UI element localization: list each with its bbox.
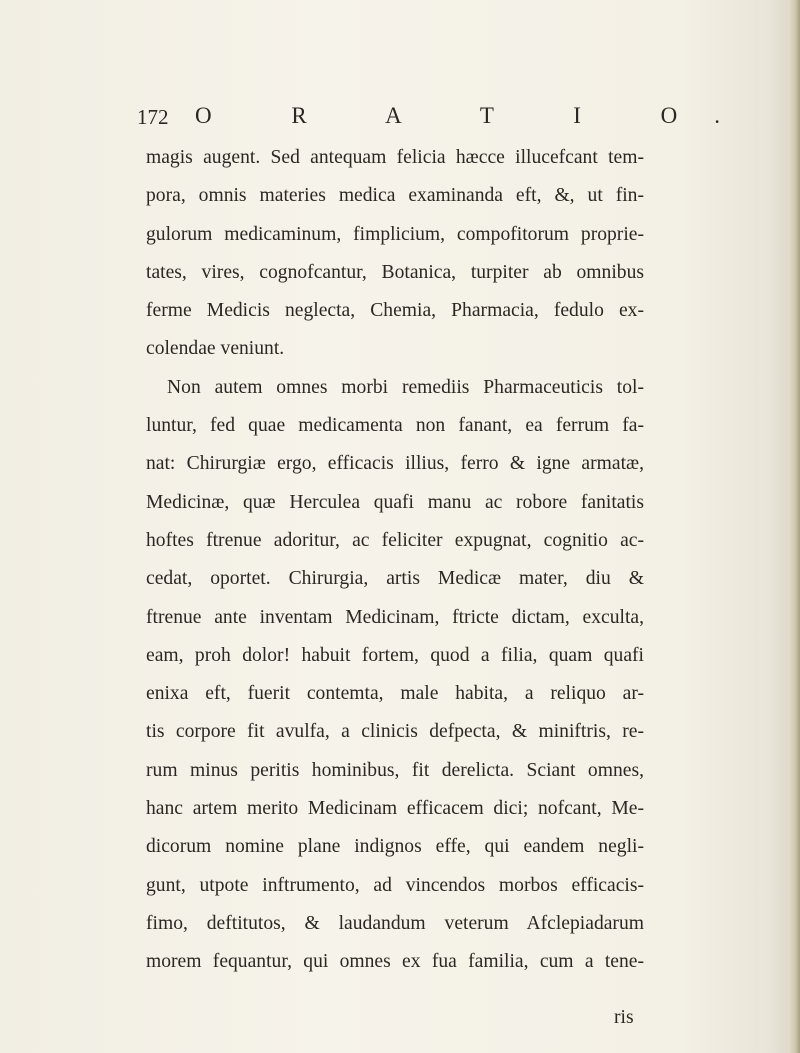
page-number: 172 <box>137 105 169 129</box>
body-text <box>146 139 644 982</box>
text-line: cedat, oportet. Chirurgia, artis Medicæ mater, diu & <box>146 568 644 590</box>
text-line: luntur, fed quae medicamenta non fanant, ea ferrum fa- <box>146 415 644 437</box>
text-line: dicorum nomine plane indignos effe, qui eandem negli- <box>146 836 644 858</box>
catchword: ris <box>614 1007 634 1028</box>
text-line: pora, omnis materies medica examinanda eft, &, ut fin- <box>146 185 644 207</box>
running-title: O R A T I O. <box>195 103 758 128</box>
page-edge-shadow <box>788 0 800 1053</box>
text-line: tis corpore fit avulfa, a clinicis defpecta, & miniftris, re- <box>146 721 644 743</box>
text-line: Non autem omnes morbi remediis Pharmaceuticis tol- <box>167 376 644 398</box>
text-line: tates, vires, cognofcantur, Botanica, turpiter ab omnibus <box>146 261 644 283</box>
text-line: hanc artem merito Medicinam efficacem dici; nofcant, Me- <box>146 798 644 820</box>
text-line: nat: Chirurgiæ ergo, efficacis illius, ferro & igne armatæ, <box>146 453 644 475</box>
text-line: Medicinæ, quæ Herculea quafi manu ac robore fanitatis <box>146 491 644 513</box>
text-line: hoftes ftrenue adoritur, ac feliciter expugnat, cognitio ac- <box>146 529 644 551</box>
text-line: magis augent. Sed antequam felicia hæcce illucefcant tem- <box>146 147 644 168</box>
text-line: fimo, deftitutos, & laudandum veterum Afclepiadarum <box>146 912 644 934</box>
text-line: ferme Medicis neglecta, Chemia, Pharmacia, fedulo ex- <box>146 300 644 322</box>
text-line: colendae veniunt. <box>146 338 285 360</box>
text-line: enixa eft, fuerit contemta, male habita, a reliquo ar- <box>146 683 644 705</box>
running-head <box>137 103 758 137</box>
text-line: gunt, utpote inftrumento, ad vincendos morbos efficacis- <box>146 874 644 896</box>
text-line: morem fequantur, qui omnes ex fua familia, cum a tene- <box>146 951 644 973</box>
text-line: rum minus peritis hominibus, fit derelicta. Sciant omnes, <box>146 759 644 781</box>
text-line: ftrenue ante inventam Medicinam, ftricte dictam, exculta, <box>146 606 644 628</box>
text-line: gulorum medicaminum, fimplicium, compofitorum proprie- <box>146 223 644 245</box>
text-line: eam, proh dolor! habuit fortem, quod a filia, quam quafi <box>146 644 644 666</box>
